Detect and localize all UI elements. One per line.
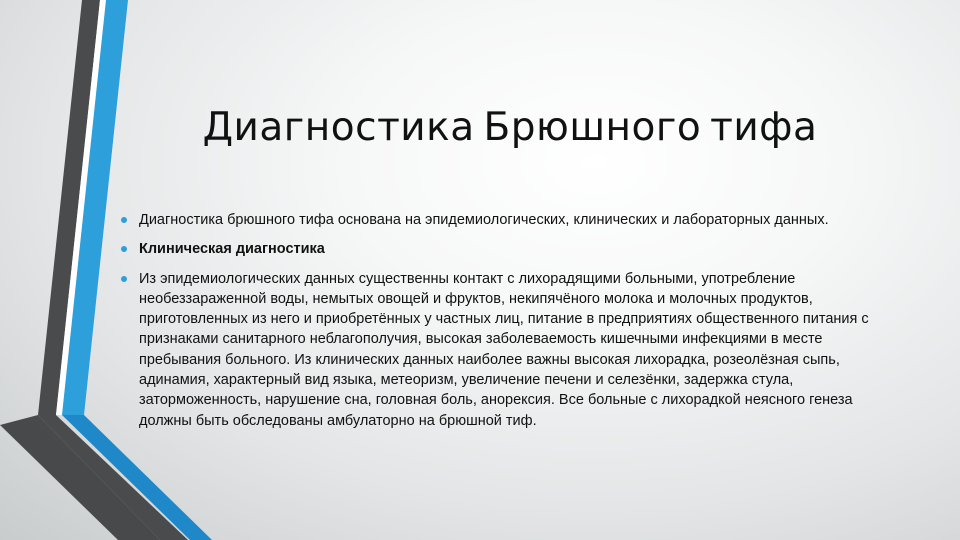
bullet-list: [120, 210, 900, 440]
bullet-text: Диагностика брюшного тифа основана на эпидемиологических, клинических и лабораторных данных.: [139, 212, 829, 228]
bullet-text: Из эпидемиологических данных существенны контакт с лихорадящими больными, употребление необеззараженной воды, немытых овощей и фруктов, некипячёного молока и молочных продуктов, приготовленных из него и приобретённых у частных лиц, питание в предприятиях общественного питания с признаками санитарного неблагополучия, высокая заболеваемость кишечными инфекциями в месте пребывания больного. Из клинических данных наиболее важны высокая лихорадка, розеолёзная сыпь, адинамия, характерный вид языка, метеоризм, увеличение печени и селезёнки, задержка стула, заторможенность, нарушение сна, головная боль, анорексия. Все больные с лихорадкой неясного генеза должны быть обследованы амбулаторно на брюшной тиф.: [139, 270, 869, 429]
bullet-item-epidemiology: [120, 269, 900, 431]
bullet-dot-icon: [121, 217, 127, 223]
slide-title: Диагностика Брюшного тифа: [202, 105, 818, 150]
bullet-dot-icon: [121, 246, 127, 252]
bullet-item-clinical-heading: [120, 239, 900, 259]
bullet-dot-icon: [121, 276, 127, 282]
bullet-text: Клиническая диагностика: [139, 241, 325, 258]
bullet-item-intro: [120, 210, 900, 230]
